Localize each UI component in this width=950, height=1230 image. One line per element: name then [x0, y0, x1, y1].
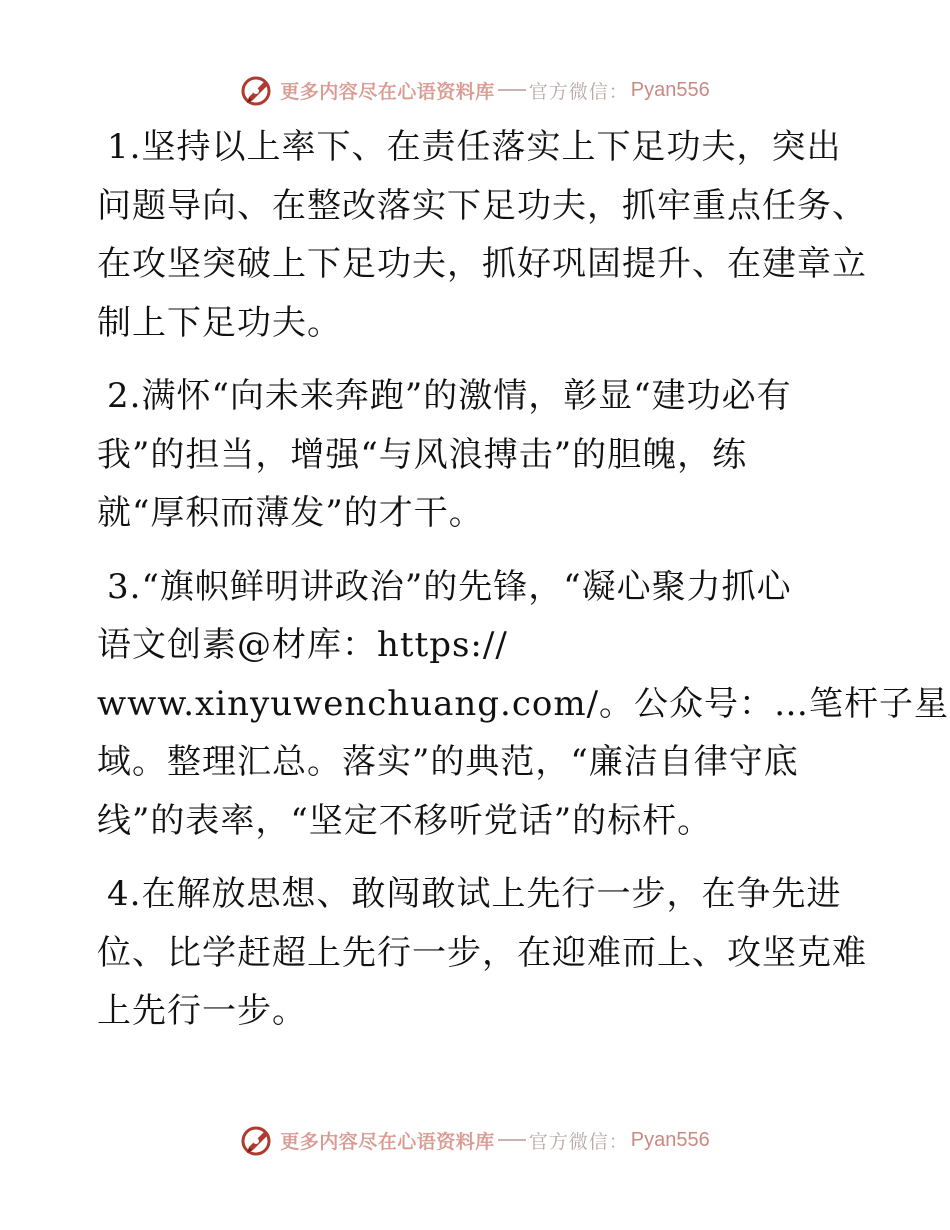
header-watermark [0, 70, 950, 110]
paragraph-line: 4.在解放思想、敢闯敢试上先行一步，在争先进 [107, 874, 842, 914]
watermark-main-text: 更多内容尽在心语资料库 [280, 1130, 495, 1153]
pen-logo-icon [240, 1123, 274, 1157]
watermark-id-text: Pyan556 [630, 78, 710, 101]
paragraph-3 [97, 558, 950, 851]
watermark-dash [498, 1139, 526, 1141]
paragraph-line: 就“厚积而薄发”的才干。 [97, 493, 484, 533]
paragraph-line: 线”的表率，“坚定不移听党话”的标杆。 [97, 800, 713, 841]
watermark-dash [498, 89, 526, 91]
paragraph-line: 位、比学赶超上先行一步，在迎难而上、攻坚克难 [97, 932, 867, 973]
paragraph-line: 在攻坚突破上下足功夫，抓好巩固提升、在建章立 [97, 244, 867, 284]
paragraph-line: www.xinyuwenchuang.com/。公众号：…笔杆子星 [97, 683, 950, 724]
paragraph-4 [97, 865, 867, 1041]
document-body [97, 118, 950, 1056]
paragraph-line: 问题导向、在整改落实下足功夫，抓牢重点任务、 [97, 185, 867, 226]
paragraph-line: 语文创素@材库：https:// [97, 625, 508, 665]
paragraph-1 [97, 118, 867, 352]
paragraph-line: 1.坚持以上率下、在责任落实上下足功夫，突出 [107, 127, 842, 167]
paragraph-line: 制上下足功夫。 [97, 302, 342, 343]
watermark-sub-text: 官方微信： [528, 1130, 629, 1153]
watermark-main-text: 更多内容尽在心语资料库 [280, 80, 495, 103]
paragraph-line: 2.满怀“向未来奔跑”的激情，彰显“建功必有 [107, 376, 792, 416]
footer-watermark [0, 1120, 950, 1160]
pen-logo-icon [240, 73, 274, 107]
paragraph-line: 3.“旗帜鲜明讲政治”的先锋，“凝心聚力抓心 [107, 566, 792, 607]
paragraph-2 [97, 367, 857, 543]
watermark-id-text: Pyan556 [630, 1128, 710, 1151]
watermark-sub-text: 官方微信： [528, 80, 629, 103]
paragraph-line: 上先行一步。 [97, 991, 307, 1031]
paragraph-line: 域。整理汇总。落实”的典范，“廉洁自律守底 [97, 742, 799, 782]
paragraph-line: 我”的担当，增强“与风浪搏击”的胆魄，练 [97, 434, 748, 475]
